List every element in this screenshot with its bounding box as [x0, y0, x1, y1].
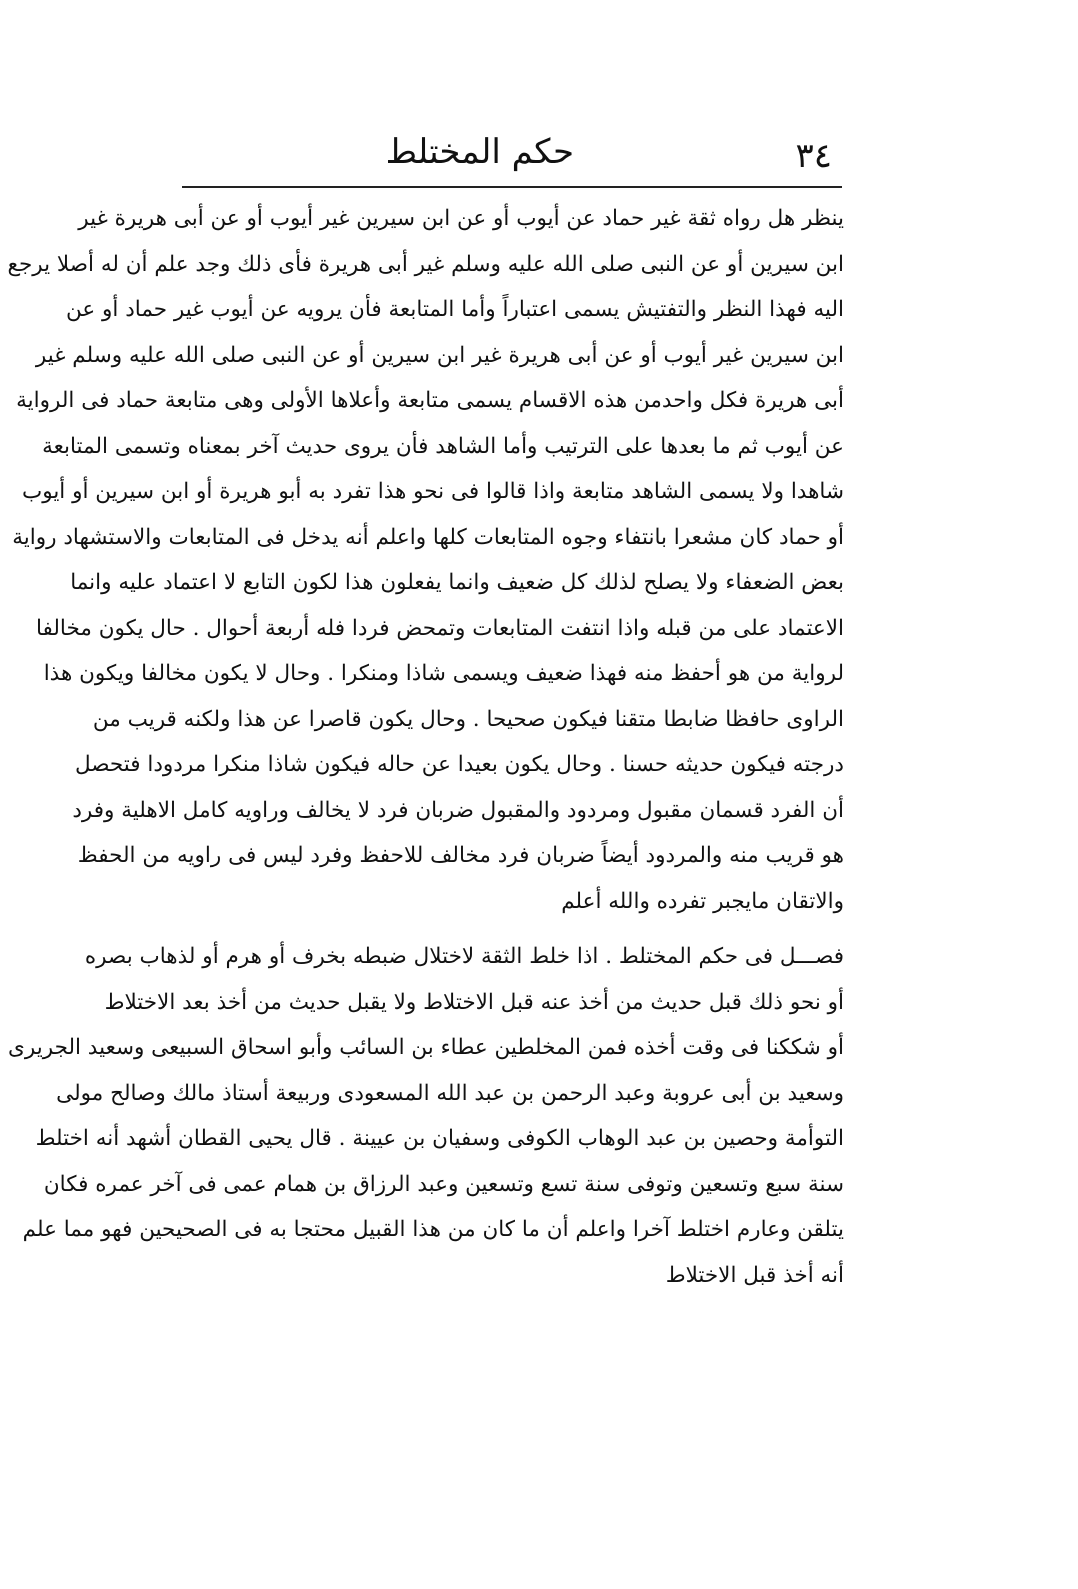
- text-line: سنة سبع وتسعين وتوفى سنة تسع وتسعين وعبد الرزاق بن همام عمى فى آخر عمره فكان: [43, 1171, 844, 1197]
- text-line: ينظر هل رواه ثقة غير حماد عن أيوب أو عن ابن سيرين غير أيوب أو عن أبى هريرة غير: [78, 206, 844, 231]
- text-line: أبى هريرة فكل واحدمن هذه الاقسام يسمى متابعة وأعلاها الأولى وهى متابعة حماد فى الرواية: [16, 388, 844, 413]
- body-text: [7, 196, 844, 1298]
- paragraph-gap: [178, 924, 844, 934]
- text-line: أن الفرد قسمان مقبول ومردود والمقبول ضربان فرد لا يخالف وراويه كامل الاهلية وفرد: [72, 797, 844, 823]
- text-line: ابن سيرين أو عن النبى صلى الله عليه وسلم غير أبى هريرة فأى ذلك وجد علم أن له أصلا يرجع: [7, 251, 844, 277]
- text-line: أو نحو ذلك قبل حديث من أخذ عنه قبل الاختلاط ولا يقبل حديث من أخذ بعد الاختلاط: [104, 989, 844, 1015]
- text-line: يتلقن وعارم اختلط آخرا واعلم أن ما كان من هذا القبيل محتجا به فى الصحيحين فهو مما علم: [22, 1217, 844, 1242]
- paragraph-matn: [7, 196, 844, 924]
- text-line: فصـــل فى حكم المختلط . اذا خلط الثقة لاختلال ضبطه بخرف أو هرم أو لذهاب بصره: [84, 944, 844, 969]
- text-line: التوأمة وحصين بن عبد الوهاب الكوفى وسفيان بن عيينة . قال يحيى القطان أشهد أنه اختلط: [35, 1126, 844, 1151]
- text-line: الاعتماد على من قبله واذا انتفت المتابعات وتمحض فردا فله أربعة أحوال . حال يكون مخالفا: [35, 615, 844, 641]
- header-rule: [182, 186, 842, 188]
- text-line: ابن سيرين غير أيوب أو عن أبى هريرة غير ابن سيرين أو عن النبى صلى الله عليه وسلم غير: [35, 342, 844, 368]
- text-line: وسعيد بن أبى عروبة وعبد الرحمن بن عبد الله المسعودى وربيعة أستاذ مالك وصالح مولى: [56, 1080, 844, 1106]
- running-title: حكم المختلط: [385, 132, 574, 172]
- text-line: عن أيوب ثم ما بعدها على الترتيب وأما الشاهد فأن يروى حديث آخر بمعناه وتسمى المتابعة: [42, 433, 844, 459]
- text-line: هو قريب منه والمردود أيضاً ضربان فرد مخالف للاحفظ وفرد ليس فى راويه من الحفظ: [77, 843, 844, 868]
- text-line: الراوى حافظا ضابطا متقنا فيكون صحيحا . وحال يكون قاصرا عن هذا ولكنه قريب من: [92, 706, 844, 732]
- text-line: بعض الضعفاء ولا يصلح لذلك كل ضعيف وانما يفعلون هذا لكون التابع لا اعتماد عليه وانما: [70, 570, 844, 595]
- page-number: ٣٤: [795, 136, 832, 176]
- text-line: أو شككنا فى وقت أخذه فمن المخلطين عطاء بن السائب وأبو اسحاق السبيعى وسعيد الجريرى: [8, 1035, 844, 1060]
- text-line: أو حماد كان مشعرا بانتفاء وجوه المتابعات كلها واعلم أنه يدخل فى المتابعات والاستشهاد رواية: [12, 524, 844, 550]
- page-header: [182, 128, 842, 178]
- text-line: اليه فهذا النظر والتفتيش يسمى اعتباراً وأما المتابعة فأن يرويه عن أيوب غير حماد أو عن: [65, 297, 844, 322]
- text-line: والاتقان مايجبر تفرده والله أعلم: [561, 888, 844, 914]
- text-line: أنه أخذ قبل الاختلاط: [665, 1262, 844, 1288]
- text-line: درجته فيكون حديثه حسنا . وحال يكون بعيدا عن حاله فيكون شاذا منكرا مردودا فتحصل: [74, 752, 844, 777]
- text-line: شاهدا ولا يسمى الشاهد متابعة واذا قالوا فى نحو هذا تفرد به أبو هريرة أو ابن سيرين أو أيوب: [21, 479, 844, 504]
- paragraph-fasl: [8, 934, 844, 1298]
- text-line: لرواية من هو أحفظ منه فهذا ضعيف ويسمى شاذا ومنكرا . وحال لا يكون مخالفا ويكون هذا: [43, 661, 844, 686]
